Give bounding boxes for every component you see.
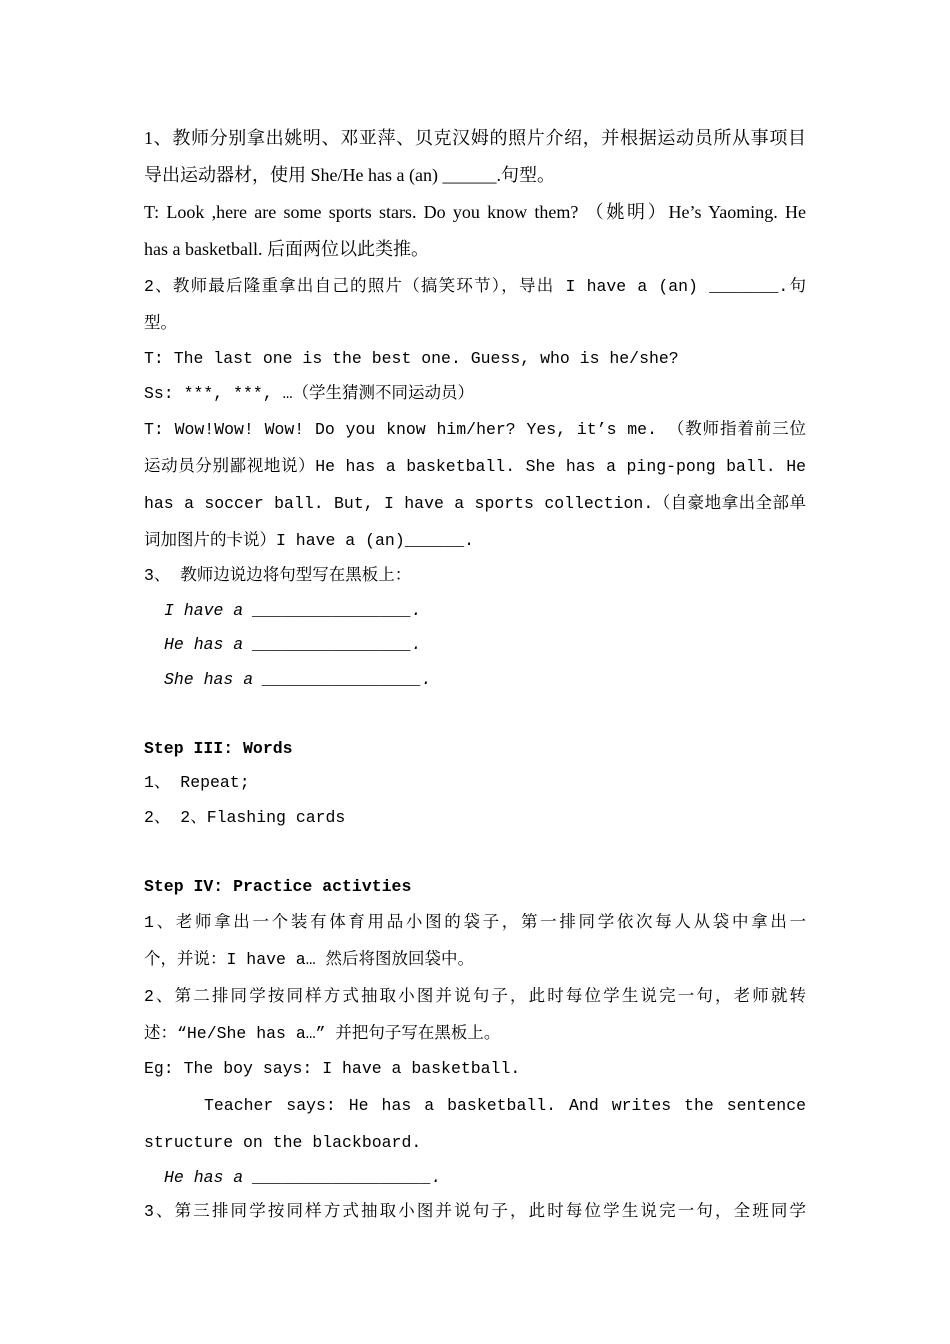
text-line: 2、 2、Flashing cards: [144, 807, 346, 827]
sentence-pattern: He has a ________________.: [164, 635, 422, 654]
text-line: 个，并说：I have a… 然后将图放回袋中。: [144, 950, 475, 969]
text-line: 3、 教师边说边将句型写在黑板上：: [144, 566, 412, 585]
text-line: 2、第二排同学按同样方式抽取小图并说句子，此时每位学生说完一句，老师就转: [144, 987, 806, 1006]
sentence-pattern: She has a ________________.: [164, 669, 432, 689]
text-line: Teacher says: He has a basketball. And writes the sentence: [204, 1095, 806, 1115]
text-line: T: Wow!Wow! Wow! Do you know him/her? Yes, it’s me. （教师指着前三位: [144, 420, 806, 439]
text-line: 3、第三排同学按同样方式抽取小图并说句子，此时每位学生说完一句，全班同学: [144, 1202, 806, 1221]
blank-line: [144, 697, 806, 732]
text-line: 导出运动器材，使用 She/He has a (an) ______.句型。: [144, 165, 555, 185]
text-line: has a basketball. 后面两位以此类推。: [144, 239, 429, 259]
text-line: 1、 Repeat;: [144, 773, 250, 792]
text-line: 1、教师分别拿出姚明、邓亚萍、贝克汉姆的照片介绍，并根据运动员所从事项目: [144, 128, 806, 148]
section-heading: Step IV: Practice activties: [144, 876, 412, 896]
text-line: 2、教师最后隆重拿出自己的照片（搞笑环节），导出 I have a (an) _______.句: [144, 277, 806, 296]
text-line: 1、老师拿出一个装有体育用品小图的袋子，第一排同学依次每人从袋中拿出一: [144, 913, 806, 932]
text-line: T: Look ,here are some sports stars. Do you know them? （姚明）He’s Yaoming. He: [144, 202, 806, 222]
text-line: 运动员分别鄙视地说）He has a basketball. She has a ping-pong ball. He: [144, 457, 806, 476]
text-line: Eg: The boy says: I have a basketball.: [144, 1059, 521, 1078]
text-line: 词加图片的卡说）I have a (an)______.: [144, 531, 475, 550]
blank-line: [144, 835, 806, 870]
section-heading: Step III: Words: [144, 738, 293, 758]
text-line: T: The last one is the best one. Guess, who is he/she?: [144, 349, 679, 368]
text-line: Ss: ***, ***, …（学生猜测不同运动员）: [144, 383, 475, 403]
text-line: 述：“He/She has a…” 并把句子写在黑板上。: [144, 1024, 501, 1043]
text-line: structure on the blackboard.: [144, 1132, 422, 1152]
document-page: [144, 120, 806, 1230]
text-line: has a soccer ball. But, I have a sports collection.（自豪地拿出全部单: [144, 494, 806, 513]
text-line: 型。: [144, 314, 177, 333]
sentence-pattern: He has a __________________.: [164, 1167, 442, 1187]
sentence-pattern: I have a ________________.: [164, 600, 422, 620]
